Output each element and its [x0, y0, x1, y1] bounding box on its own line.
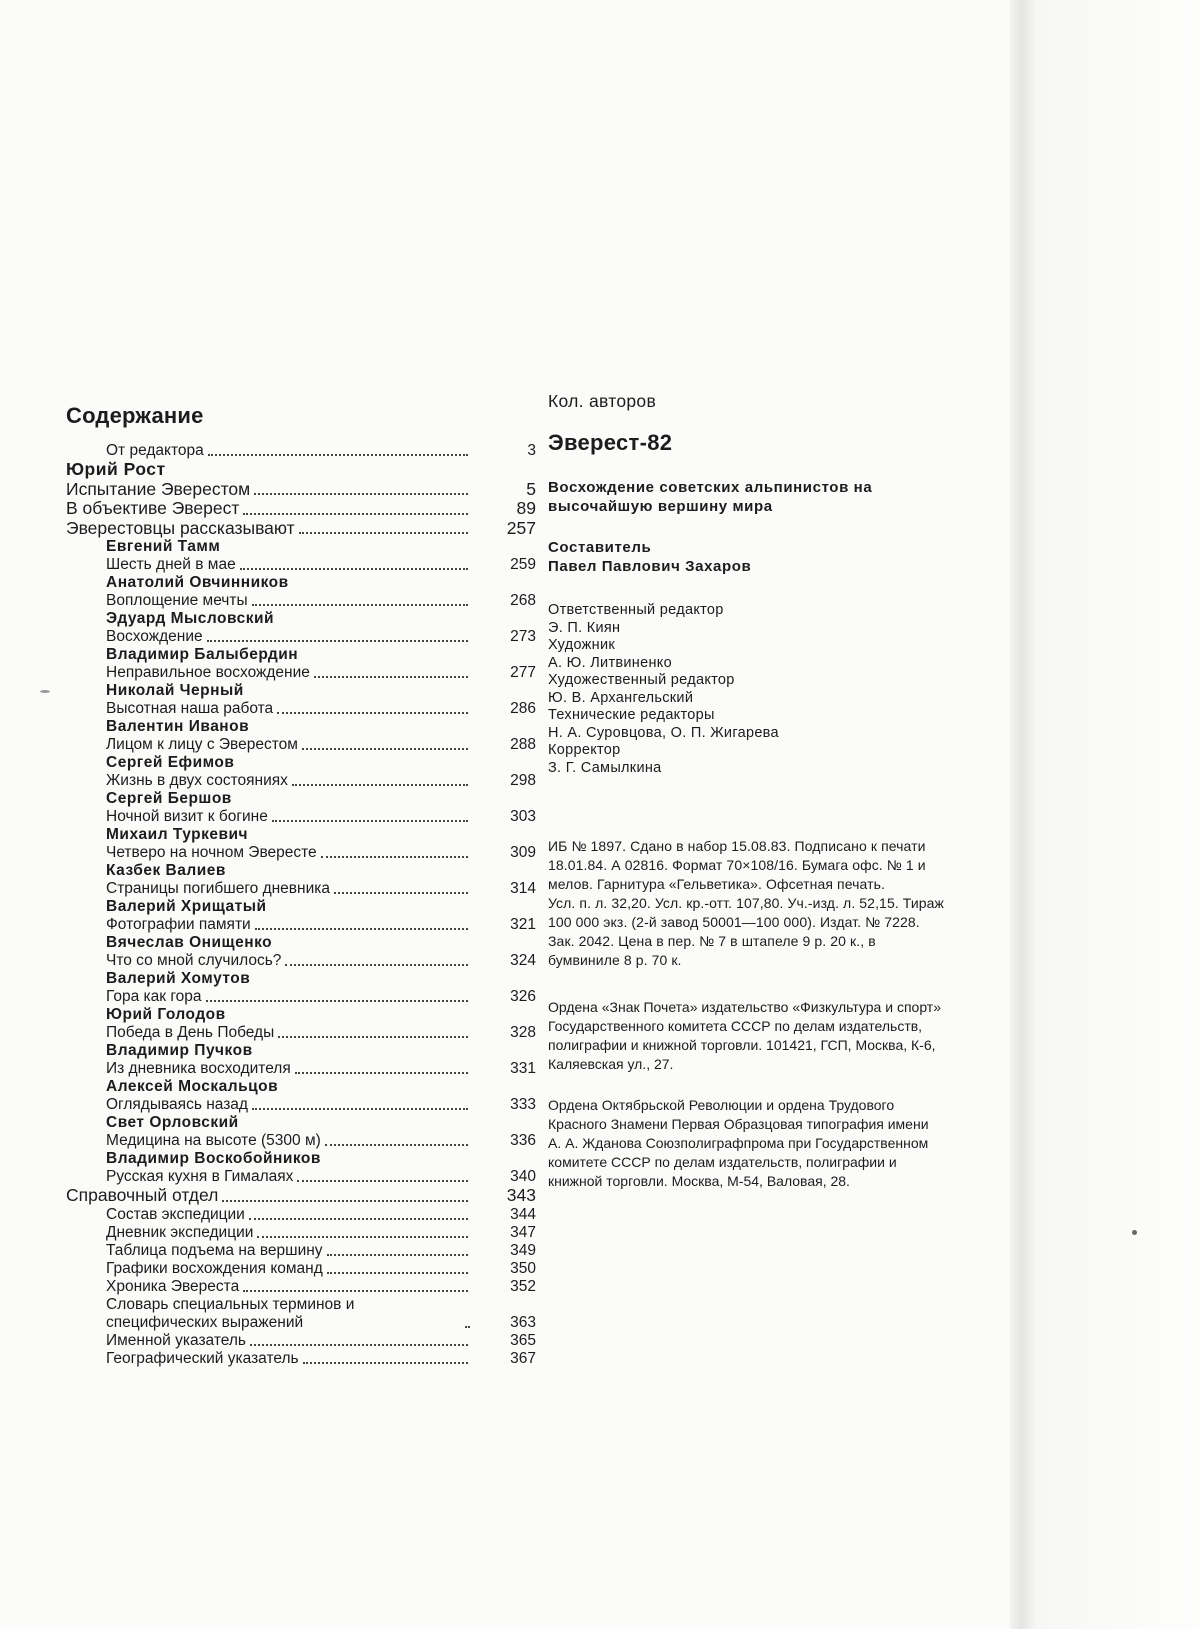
toc-entry-title: Дневник экспедиции	[106, 1223, 254, 1241]
toc-page-number: 259	[510, 556, 536, 573]
colophon	[548, 390, 998, 1191]
toc-page-number: 336	[510, 1132, 536, 1149]
toc-page-number: 331	[510, 1060, 536, 1077]
toc-entry	[66, 844, 536, 862]
toc-entry-title: От редактора	[106, 442, 204, 459]
toc-author-name: Валерий Хомутов	[106, 970, 251, 987]
toc-author-name: Анатолий Овчинников	[106, 574, 289, 591]
toc-entry-title: Страницы погибшего дневника	[106, 880, 330, 897]
printer-line: комитете СССР по делам издательств, полиграфии и	[548, 1154, 897, 1170]
staff-line: З. Г. Самылкина	[548, 759, 662, 776]
toc-page-number: 277	[510, 664, 536, 681]
staff-line: Художник	[548, 637, 616, 653]
toc-author-name: Казбек Валиев	[106, 862, 226, 879]
imprint-block	[548, 837, 998, 970]
compiler-block	[548, 538, 998, 576]
toc-entry-title: Неправильное восхождение	[106, 664, 310, 681]
toc-entry-title: Шесть дней в мае	[106, 556, 236, 573]
toc-page-number: 298	[510, 772, 536, 789]
toc-leader-dots	[240, 568, 468, 570]
toc-entry	[66, 1168, 536, 1186]
printer-line: книжной торговли. Москва, М-54, Валовая, 28.	[548, 1173, 850, 1189]
toc-entry-title: Воплощение мечты	[106, 592, 248, 609]
toc-entry-title: Победа в День Победы	[106, 1024, 275, 1041]
toc-entry	[66, 772, 536, 790]
toc-entry-title: Именной указатель	[106, 1331, 246, 1349]
toc-entry-title: В объективе Эверест	[66, 498, 240, 518]
toc-entry-title: Русская кухня в Гималаях	[106, 1168, 294, 1185]
toc-leader-dots	[243, 1290, 468, 1292]
toc-entry	[66, 592, 536, 610]
toc-author	[66, 538, 536, 556]
toc-page-number: 5	[526, 478, 536, 499]
toc-author	[66, 682, 536, 700]
toc-leader-dots	[206, 1000, 468, 1002]
toc-page-number: 349	[510, 1241, 536, 1259]
staff-line: Н. А. Суровцова, О. П. Жигарева	[548, 724, 779, 741]
toc-author-name: Алексей Москальцов	[106, 1078, 279, 1095]
printer-line: Ордена Октябрьской Революции и ордена Трудового	[548, 1097, 895, 1113]
toc-author-name: Валерий Хрищатый	[106, 898, 267, 915]
toc-leader-dots	[252, 1108, 468, 1110]
toc-leader-dots	[334, 892, 468, 894]
staff-line: Корректор	[548, 742, 621, 758]
toc-leader-dots	[299, 532, 468, 534]
toc-author	[66, 610, 536, 628]
toc-author	[66, 646, 536, 664]
toc-page-number: 367	[510, 1349, 536, 1367]
toc-author-name: Сергей Ефимов	[106, 754, 235, 771]
imprint-line: ИБ № 1897. Сдано в набор 15.08.83. Подписано к печати	[548, 838, 926, 854]
toc-page-number: 365	[510, 1331, 536, 1349]
toc-page-number: 324	[510, 952, 536, 969]
toc-leader-dots	[302, 748, 468, 750]
toc-entry-title: Жизнь в двух состояниях	[106, 772, 288, 789]
toc-entry	[66, 1332, 536, 1350]
paper-speck	[1132, 1230, 1137, 1235]
table-of-contents	[66, 404, 536, 1368]
toc-heading: Содержание	[66, 403, 204, 428]
toc-entry-title: Хроника Эвереста	[106, 1277, 240, 1295]
toc-page-number: 352	[510, 1277, 536, 1295]
toc-entry	[66, 1278, 536, 1296]
toc-entry	[66, 1206, 536, 1224]
toc-leader-dots	[250, 1344, 468, 1346]
staff-line: Технические редакторы	[548, 707, 715, 723]
toc-entry-title: Высотная наша работа	[106, 700, 274, 717]
toc-leader-dots	[327, 1272, 468, 1274]
toc-author	[66, 718, 536, 736]
toc-page-number: 89	[516, 498, 536, 518]
toc-entry-title: Справочный отдел	[66, 1185, 219, 1205]
toc-leader-dots	[285, 964, 468, 966]
imprint-line: бумвиниле 8 р. 70 к.	[548, 952, 682, 968]
toc-author	[66, 460, 536, 480]
toc-entry	[66, 1186, 536, 1206]
toc-entry-title: Медицина на высоте (5300 м)	[106, 1132, 321, 1149]
toc-page-number: 344	[510, 1205, 536, 1223]
toc-page-number: 288	[510, 736, 536, 753]
toc-leader-dots	[277, 712, 468, 714]
toc-page-number: 286	[510, 700, 536, 717]
toc-leader-dots	[465, 1326, 468, 1328]
toc-author	[66, 754, 536, 772]
imprint-line: 18.01.84. А 02816. Формат 70×108/16. Бумага офс. № 1 и	[548, 857, 926, 873]
printer-line: Красного Знамени Первая Образцовая типография имени	[548, 1116, 929, 1132]
toc-page-number: 268	[510, 592, 536, 609]
staff-line: Ю. В. Архангельский	[548, 689, 694, 706]
toc-author-name: Владимир Воскобойников	[106, 1150, 321, 1167]
toc-page-number: 333	[510, 1096, 536, 1113]
toc-author	[66, 1006, 536, 1024]
toc-author-name: Владимир Пучков	[106, 1042, 253, 1059]
toc-author-name: Валентин Иванов	[106, 718, 250, 735]
toc-page-number: 314	[510, 880, 536, 897]
toc-entry-title: Восхождение	[106, 628, 203, 645]
publisher-block	[548, 998, 998, 1074]
toc-author	[66, 1114, 536, 1132]
toc-entry	[66, 480, 536, 500]
toc-entry	[66, 628, 536, 646]
toc-entry-title: Оглядываясь назад	[106, 1096, 248, 1113]
toc-entry	[66, 1296, 536, 1332]
toc-entry	[66, 880, 536, 898]
toc-entry	[66, 1060, 536, 1078]
toc-leader-dots	[314, 676, 468, 678]
toc-author	[66, 1150, 536, 1168]
toc-entry-title: Графики восхождения команд	[106, 1259, 323, 1277]
toc-author-name: Михаил Туркевич	[106, 826, 249, 843]
toc-page-number: 343	[506, 1185, 536, 1205]
toc-leader-dots	[295, 1072, 468, 1074]
toc-entry-title: Таблица подъема на вершину	[106, 1241, 323, 1259]
toc-page-number: 321	[510, 916, 536, 933]
toc-author	[66, 862, 536, 880]
toc-leader-dots	[249, 1218, 468, 1220]
toc-entry	[66, 700, 536, 718]
toc-entry-title: Что со мной случилось?	[106, 952, 282, 969]
toc-author	[66, 790, 536, 808]
toc-entry	[66, 988, 536, 1006]
toc-entry	[66, 1260, 536, 1278]
toc-entry-title: Лицом к лицу с Эверестом	[106, 736, 298, 753]
toc-author	[66, 898, 536, 916]
toc-leader-dots	[255, 928, 468, 930]
toc-leader-dots	[303, 1362, 468, 1364]
toc-list	[66, 442, 536, 1368]
toc-leader-dots	[257, 1236, 468, 1238]
toc-author	[66, 1078, 536, 1096]
toc-author	[66, 574, 536, 592]
toc-page-number: 257	[506, 517, 536, 538]
toc-page-number: 347	[510, 1223, 536, 1241]
toc-page-number: 326	[510, 988, 536, 1005]
toc-entry	[66, 808, 536, 826]
toc-leader-dots	[208, 454, 468, 456]
toc-entry-title: Фотографии памяти	[106, 916, 251, 933]
toc-page-number: 309	[510, 844, 536, 861]
printer-block	[548, 1096, 988, 1191]
toc-page-number: 303	[510, 808, 536, 825]
toc-leader-dots	[325, 1144, 468, 1146]
toc-leader-dots	[321, 856, 468, 858]
toc-author-name: Эдуард Мысловский	[106, 610, 275, 627]
toc-page-number: 328	[510, 1024, 536, 1041]
toc-entry-title: Словарь специальных терминов и специфических выражений	[106, 1295, 355, 1331]
toc-entry	[66, 442, 536, 460]
compiler-name: Павел Павлович Захаров	[548, 558, 752, 575]
book-subtitle: Восхождение советских альпинистов на высочайшую вершину мира	[548, 479, 873, 515]
toc-author-name: Юрий Рост	[66, 459, 166, 479]
toc-leader-dots	[272, 820, 468, 822]
toc-leader-dots	[278, 1036, 468, 1038]
toc-entry-title: Испытание Эверестом	[66, 478, 251, 499]
toc-entry	[66, 664, 536, 682]
toc-author	[66, 970, 536, 988]
publisher-line: Государственного комитета СССР по делам издательств,	[548, 1018, 923, 1034]
toc-author-name: Вячеслав Онищенко	[106, 934, 273, 951]
staff-line: Э. П. Киян	[548, 619, 621, 636]
toc-leader-dots	[222, 1200, 468, 1202]
toc-page-number: 3	[527, 442, 536, 459]
imprint-line: мелов. Гарнитура «Гельветика». Офсетная печать.	[548, 876, 886, 892]
imprint-line: Усл. п. л. 32,20. Усл. кр.-отт. 107,80. Уч.-изд. л. 52,15. Тираж	[548, 895, 944, 911]
toc-author-name: Владимир Балыбердин	[106, 646, 299, 663]
toc-page-number: 340	[510, 1168, 536, 1185]
toc-leader-dots	[292, 784, 468, 786]
toc-author-name: Свет Орловский	[106, 1114, 239, 1131]
toc-entry	[66, 519, 536, 539]
toc-entry	[66, 1132, 536, 1150]
publisher-line: Каляевская ул., 27.	[548, 1056, 674, 1072]
toc-page-number: 350	[510, 1259, 536, 1277]
toc-entry	[66, 499, 536, 519]
toc-entry	[66, 916, 536, 934]
toc-entry-title: Географический указатель	[106, 1349, 299, 1367]
toc-entry-title: Ночной визит к богине	[106, 808, 268, 825]
toc-entry-title: Гора как гора	[106, 988, 202, 1005]
toc-entry	[66, 1242, 536, 1260]
compiler-label: Составитель	[548, 539, 652, 556]
toc-entry-title: Из дневника восходителя	[106, 1060, 291, 1077]
toc-author-name: Юрий Голодов	[106, 1006, 226, 1023]
printer-line: А. А. Жданова Союзполиграфпрома при Государственном	[548, 1135, 929, 1151]
toc-page-number: 273	[510, 628, 536, 645]
book-title: Эверест-82	[548, 430, 673, 455]
toc-leader-dots	[243, 513, 468, 515]
staff-credits	[548, 602, 998, 777]
toc-author-name: Сергей Бершов	[106, 790, 232, 807]
toc-author	[66, 934, 536, 952]
paper-speck	[40, 690, 50, 693]
imprint-line: 100 000 экз. (2-й завод 50001—100 000). Издат. № 7228.	[548, 914, 920, 930]
publisher-line: Ордена «Знак Почета» издательство «Физкультура и спорт»	[548, 999, 941, 1015]
toc-author-name: Николай Черный	[106, 682, 244, 699]
toc-entry-title: Состав экспедиции	[106, 1205, 245, 1223]
toc-page-number: 363	[510, 1313, 536, 1331]
staff-line: Художественный редактор	[548, 672, 735, 688]
toc-leader-dots	[254, 493, 468, 495]
toc-leader-dots	[252, 604, 468, 606]
toc-entry	[66, 1350, 536, 1368]
book-authors: Кол. авторов	[548, 391, 657, 411]
toc-entry-title: Эверестовцы рассказывают	[66, 517, 295, 538]
toc-entry	[66, 1024, 536, 1042]
toc-leader-dots	[327, 1254, 468, 1256]
toc-entry	[66, 952, 536, 970]
toc-author	[66, 826, 536, 844]
staff-line: Ответственный редактор	[548, 602, 724, 618]
page-gutter-shadow	[1010, 0, 1200, 1629]
toc-leader-dots	[207, 640, 468, 642]
toc-author	[66, 1042, 536, 1060]
staff-line: А. Ю. Литвиненко	[548, 654, 672, 671]
publisher-line: полиграфии и книжной торговли. 101421, ГСП, Москва, К-6,	[548, 1037, 936, 1053]
toc-entry	[66, 1224, 536, 1242]
toc-entry-title: Четверо на ночном Эвересте	[106, 844, 317, 861]
imprint-line: Зак. 2042. Цена в пер. № 7 в штапеле 9 р. 20 к., в	[548, 933, 876, 949]
toc-entry	[66, 736, 536, 754]
toc-entry	[66, 1096, 536, 1114]
toc-entry	[66, 556, 536, 574]
toc-author-name: Евгений Тамм	[106, 538, 221, 555]
toc-leader-dots	[297, 1180, 468, 1182]
